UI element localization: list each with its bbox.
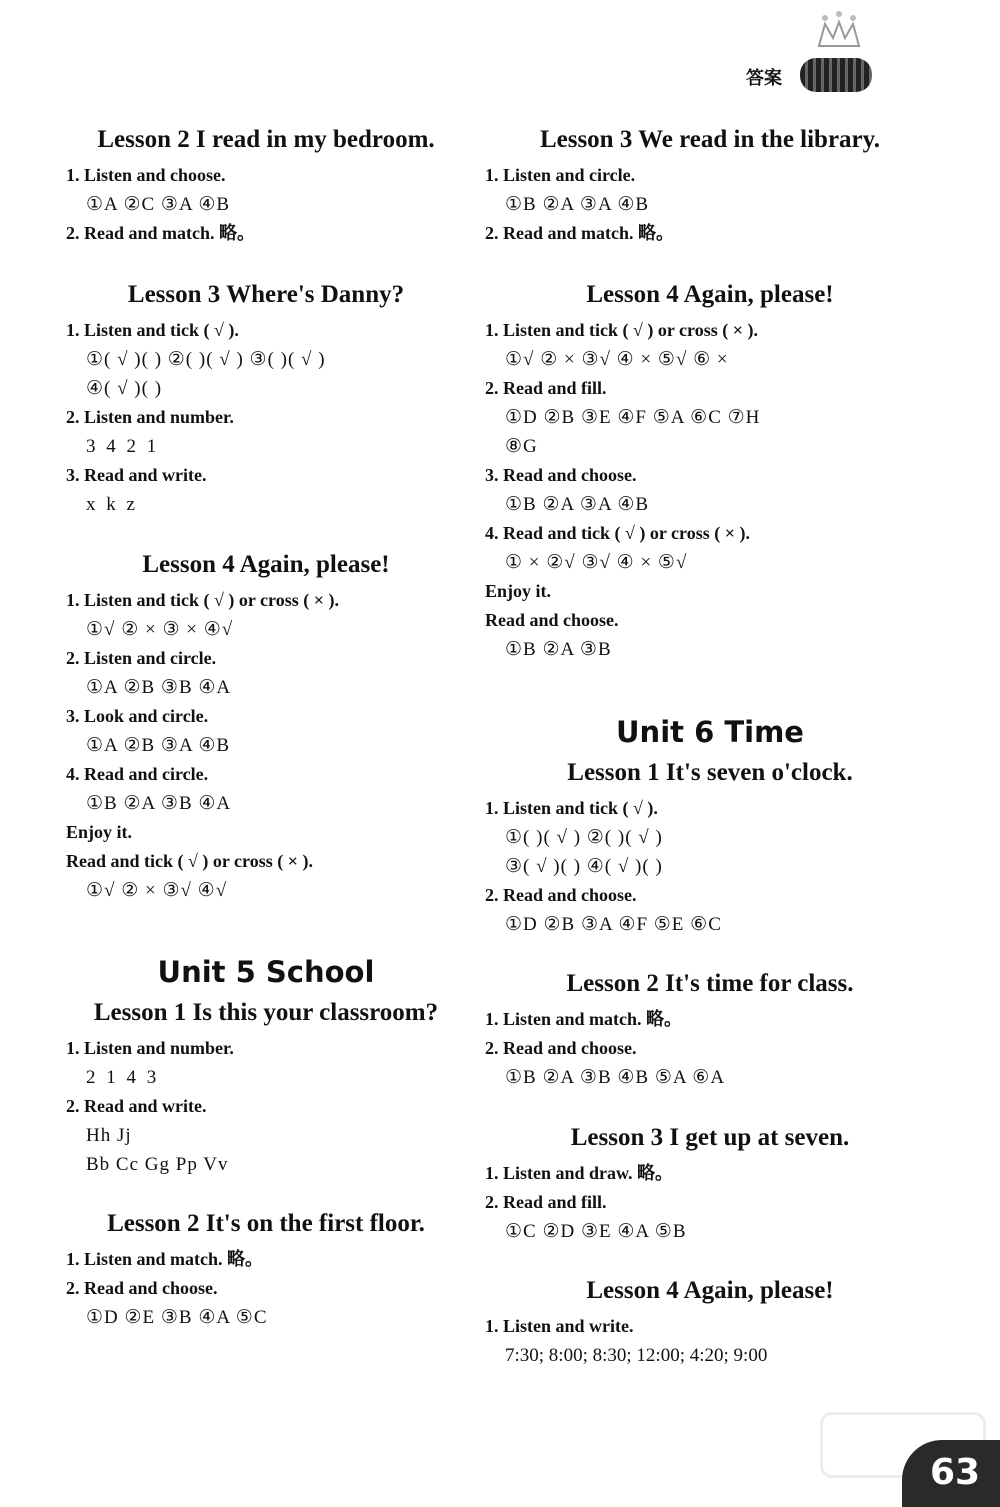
lesson-title: Lesson 3 I get up at seven.: [570, 1124, 850, 1151]
answer: ①A ②C ③A ④B: [86, 194, 231, 215]
left-section-5: [66, 1208, 466, 1332]
question: 3. Look and circle.: [66, 706, 209, 726]
question: 4. Read and tick ( √ ) or cross ( × ).: [485, 523, 750, 543]
question: 2. Listen and circle.: [66, 648, 217, 668]
answer: Bb Cc Gg Pp Vv: [86, 1154, 229, 1175]
unit-title: Unit 6 Time: [616, 715, 804, 749]
answer: ①B ②A ③A ④B: [505, 494, 650, 515]
answer: ①D ②B ③E ④F ⑤A ⑥C ⑦H: [505, 407, 761, 428]
question: 1. Listen and draw. 略。: [485, 1163, 674, 1183]
question: 2. Read and fill.: [485, 378, 607, 398]
question: 3. Read and choose.: [485, 465, 637, 485]
answer: ④( √ )( ): [86, 378, 163, 399]
question: 1. Listen and number.: [66, 1038, 234, 1058]
question: 1. Listen and tick ( √ ) or cross ( × ).: [66, 590, 339, 610]
question: 2. Read and choose.: [66, 1278, 218, 1298]
answer: x k z: [86, 494, 138, 515]
question: Enjoy it.: [485, 581, 552, 601]
right-section-2: [485, 279, 935, 664]
question: 1. Listen and tick ( √ ).: [485, 798, 658, 818]
left-unit-heading: [66, 953, 466, 991]
header-decoration-icon: [815, 8, 863, 48]
left-section-4: [66, 997, 466, 1179]
left-section-3: [66, 549, 466, 905]
answer: ①√ ② × ③ × ④√: [86, 619, 234, 640]
lesson-title: Lesson 3 Where's Danny?: [127, 281, 405, 308]
answer: ①B ②A ③B ④B ⑤A ⑥A: [505, 1067, 726, 1088]
right-unit-heading: [485, 713, 935, 751]
question: 2. Read and match. 略。: [66, 223, 256, 243]
lesson-title: Lesson 1 It's seven o'clock.: [567, 759, 853, 786]
question: 2. Read and match. 略。: [485, 223, 675, 243]
header-banner-icon: [800, 58, 872, 92]
answer: ①C ②D ③E ④A ⑤B: [505, 1221, 687, 1242]
right-section-6: [485, 1275, 935, 1370]
answer: 7:30; 8:00; 8:30; 12:00; 4:20; 9:00: [505, 1345, 768, 1366]
page-number: 63: [930, 1452, 981, 1493]
lesson-title: Lesson 2 I read in my bedroom.: [97, 126, 435, 153]
answer: ① × ②√ ③√ ④ × ⑤√: [505, 552, 688, 573]
question: Read and choose.: [485, 610, 619, 630]
lesson-title: Lesson 4 Again, please!: [586, 1277, 834, 1304]
answer: Hh Jj: [86, 1125, 132, 1146]
answer: ⑧G: [505, 436, 538, 457]
left-section-1: [66, 124, 466, 248]
right-section-5: [485, 1122, 935, 1246]
question: 2. Listen and number.: [66, 407, 234, 427]
question: 1. Listen and write.: [485, 1316, 634, 1336]
answer: ①√ ② × ③√ ④ × ⑤√ ⑥ ×: [505, 349, 729, 370]
question: 1. Listen and choose.: [66, 165, 226, 185]
question: 1. Listen and tick ( √ ).: [66, 320, 239, 340]
answer: ①√ ② × ③√ ④√: [86, 880, 228, 901]
answer: ③( √ )( ) ④( √ )( ): [505, 856, 663, 877]
question: 3. Read and write.: [66, 465, 207, 485]
answer: ①B ②A ③B ④A: [86, 793, 232, 814]
answer: ①B ②A ③B: [505, 639, 612, 660]
lesson-title: Lesson 4 Again, please!: [586, 281, 834, 308]
lesson-title: Lesson 3 We read in the library.: [539, 126, 881, 153]
question: Enjoy it.: [66, 822, 133, 842]
answer: ①D ②B ③A ④F ⑤E ⑥C: [505, 914, 722, 935]
question: Read and tick ( √ ) or cross ( × ).: [66, 851, 313, 871]
right-section-1: [485, 124, 935, 248]
answer: ①( )( √ ) ②( )( √ ): [505, 827, 663, 848]
header-label: 答案: [746, 68, 782, 89]
answer: ①B ②A ③A ④B: [505, 194, 650, 215]
question: 1. Listen and match. 略。: [66, 1249, 264, 1269]
unit-title: Unit 5 School: [157, 955, 375, 989]
question: 1. Listen and match. 略。: [485, 1009, 683, 1029]
question: 2. Read and write.: [66, 1096, 207, 1116]
question: 2. Read and choose.: [485, 885, 637, 905]
right-section-3: [485, 757, 935, 939]
right-section-4: [485, 968, 935, 1092]
lesson-title: Lesson 4 Again, please!: [142, 551, 390, 578]
question: 1. Listen and tick ( √ ) or cross ( × ).: [485, 320, 758, 340]
question: 2. Read and choose.: [485, 1038, 637, 1058]
answer: ①D ②E ③B ④A ⑤C: [86, 1307, 268, 1328]
lesson-title: Lesson 2 It's on the first floor.: [107, 1210, 425, 1237]
answer: 3 4 2 1: [86, 436, 160, 457]
answer: 2 1 4 3: [86, 1067, 160, 1088]
answer: ①A ②B ③A ④B: [86, 735, 231, 756]
answer: ①( √ )( ) ②( )( √ ) ③( )( √ ): [86, 349, 326, 370]
answer: ①A ②B ③B ④A: [86, 677, 232, 698]
question: 4. Read and circle.: [66, 764, 209, 784]
left-section-2: [66, 279, 466, 519]
question: 1. Listen and circle.: [485, 165, 636, 185]
question: 2. Read and fill.: [485, 1192, 607, 1212]
lesson-title: Lesson 2 It's time for class.: [566, 970, 854, 997]
lesson-title: Lesson 1 Is this your classroom?: [93, 999, 439, 1026]
